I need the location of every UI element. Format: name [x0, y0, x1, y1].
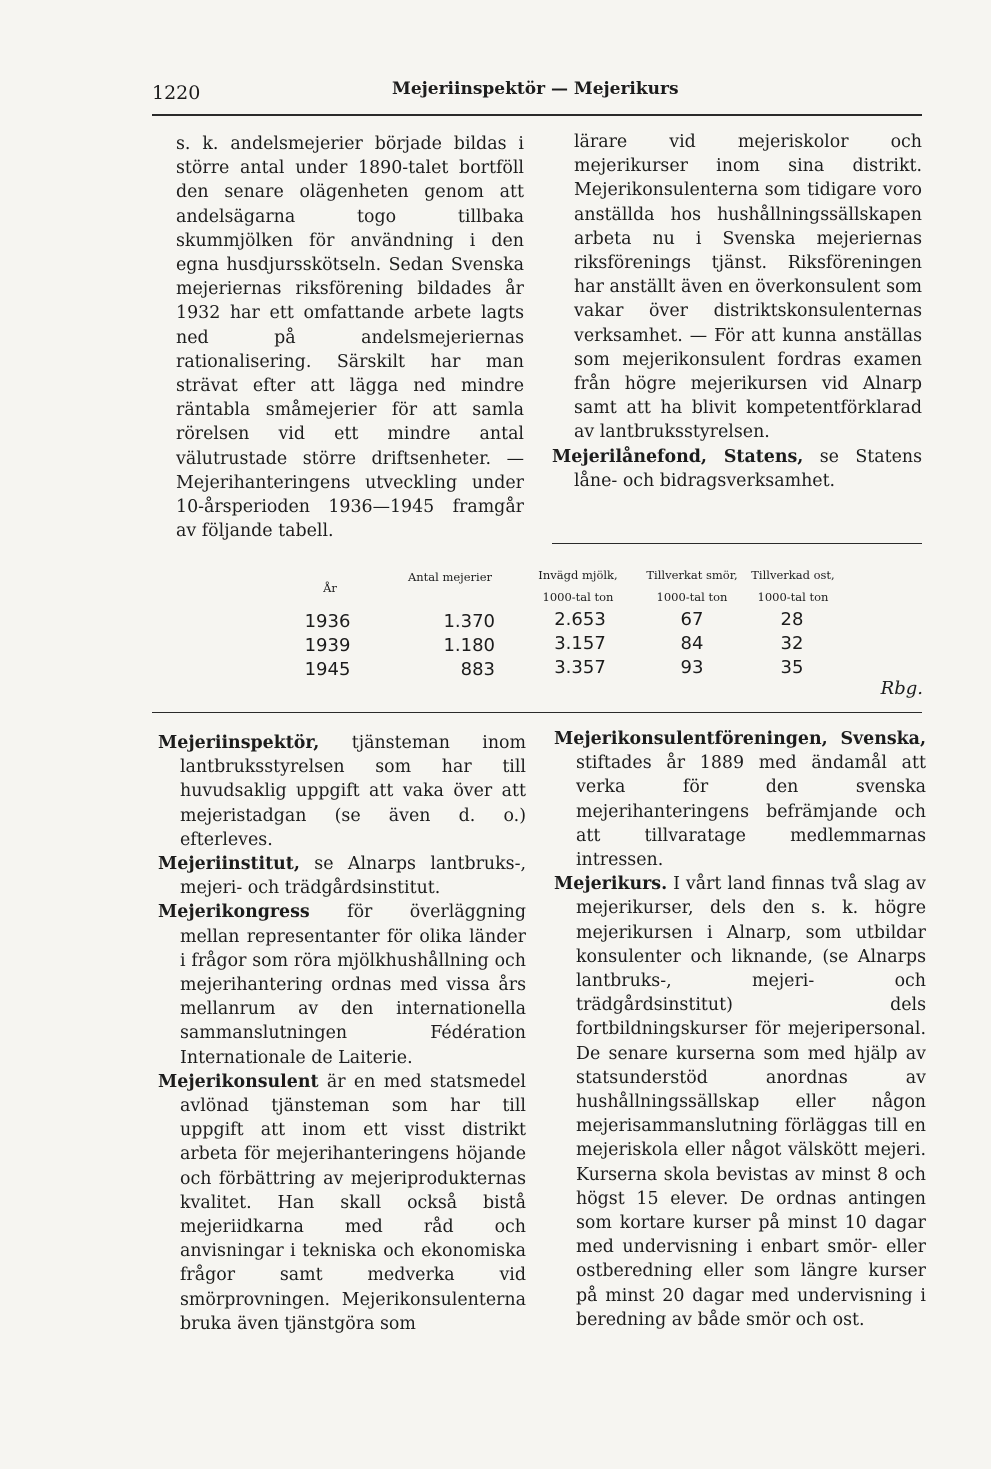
entry-text: tjänsteman inom lantbruksstyrelsen som har till huvudsaklig uppgift att vaka över att mejeristadgan (se även d. o.) efterleves.	[180, 733, 526, 850]
entry-mejerikurs	[554, 872, 926, 1332]
entry-text: se Alnarps lantbruks-, mejeri- och trädgårdsinstitut.	[180, 854, 526, 899]
table-header-butter: Tillverkat smör, 1000-tal ton	[646, 568, 738, 604]
entry-headword: Mejerikurs.	[554, 874, 668, 895]
table-cell: 28	[780, 609, 804, 630]
table-header-cheese: Tillverkad ost, 1000-tal ton	[751, 568, 835, 604]
entry-mejerikonsulent	[158, 1070, 526, 1336]
table-cell: 1945	[304, 659, 351, 680]
top-left-column	[176, 132, 524, 543]
entry-headword: Mejerikonsulent	[158, 1071, 319, 1092]
entry-mejerikonsulentforeningen	[554, 727, 926, 872]
table-cell: 883	[460, 659, 495, 680]
running-head: Mejeriinspektör — Mejerikurs	[392, 79, 679, 99]
entry-text: se Statens låne- och bidragsverksamhet.	[574, 446, 922, 491]
author-signature: Rbg.	[880, 678, 923, 699]
table-cell: 1.370	[443, 611, 495, 632]
table-cell: 93	[680, 657, 704, 678]
bottom-left-column	[158, 731, 526, 1336]
table-header-milk: Invägd mjölk, 1000-tal ton	[538, 568, 618, 604]
section-rule	[552, 543, 922, 544]
entry-headword: Mejerikongress	[158, 902, 310, 923]
paragraph-continuation: lärare vid mejeriskolor och mejerikurser inom sina distrikt. Mejerikonsulenterna som tidigare voro anställda hos hushållningssällskapen arbeta nu i Svenska mejeriernas riksförenings tjänst. Riksföreningen har anställt även en överkonsulent som vakar över distriktskonsulenternas verksamhet. — För att kunna anställas som mejerikonsulent fordras examen från högre mejerikursen vid Alnarp samt att ha blivit kompetentförklarad av lantbruksstyrelsen.	[574, 132, 922, 443]
entry-text: I vårt land finnas två slag av mejerikurser, dels den s. k. högre mejerikursen i Alnarp, som utbildar konsulenter och liknande, (se Alnarps lantbruks-, mejeri- och trädgårdsinstitut) dels fortbildningskurser för mejeripersonal. De senare kurserna som med hjälp av statsunderstöd anordnas av hushållningssällskap eller någon mejerisammanslutning förläggas till en mejeriskola eller något välskött mejeri. Kurserna skola bevistas av minst 8 och högst 15 elever. De ordnas antingen som kortare kurser på minst 10 dagar med undervisning i enbart smör- eller ostberedning eller som längre kurser på minst 20 dagar med undervisning i beredning av både smör och ost.	[576, 874, 926, 1330]
table-cell: 1.180	[443, 635, 495, 656]
paragraph-continuation: s. k. andelsmejerier började bildas i större antal under 1890-talet bortföll den senare olägenheten genom att andelsägarna togo tillbaka skummjölken för användning i den egna husdjursskötseln. Sedan Svenska mejeriernas riksförening bildades år 1932 har ett omfattande arbete lagts ned på andelsmejeriernas rationalisering. Särskilt har man strävat efter att lägga ned mindre räntabla småmejerier för att samla rörelsen vid ett mindre antal välutrustade större driftsenheter. — Mejerihanteringens utveckling under 10-årsperioden 1936—1945 framgår av följande tabell.	[176, 134, 524, 542]
entry-mejeriinstitut	[158, 852, 526, 900]
entry-headword: Mejerilånefond, Statens,	[552, 446, 804, 467]
table-cell: 1939	[304, 635, 351, 656]
entry-mejerilanefond	[552, 445, 922, 493]
section-rule	[152, 712, 922, 713]
page-number: 1220	[152, 82, 201, 104]
entry-headword: Mejeriinspektör,	[158, 733, 320, 753]
entry-text: är en med statsmedel avlönad tjänsteman som har till uppgift att inom ett visst distrikt arbeta för mejerihanteringens höjande och förbättring av mejeriprodukternas kvalitet. Han skall också bistå mejeriidkarna med råd och anvisningar i tekniska och ekonomiska frågor samt medverka vid smörprovningen. Mejerikonsulenterna bruka även tjänstgöra som	[180, 1071, 526, 1334]
table-cell: 84	[680, 633, 704, 654]
entry-mejeriinspektor	[158, 731, 526, 852]
table-header-dairies: Antal mejerier	[407, 570, 493, 584]
entry-mejerikongress	[158, 900, 526, 1069]
entry-text: för överläggning mellan representanter för olika länder i frågor som röra mjölkhushållning och mejerihantering ordnas med vissa års mellanrum av den internationella sammanslutningen Fédération Internationale de Laiterie.	[180, 902, 526, 1068]
entry-headword: Mejerikonsulentföreningen, Svenska,	[554, 729, 926, 749]
table-header-year: År	[323, 581, 337, 595]
entry-headword: Mejeriinstitut,	[158, 854, 300, 875]
table-cell: 32	[780, 633, 804, 654]
table-cell: 2.653	[554, 609, 606, 630]
table-cell: 3.157	[554, 633, 606, 654]
entry-text: stiftades år 1889 med ändamål att verka för den svenska mejerihanteringens befrämjande och att tillvaratage medlemmarnas intressen.	[576, 753, 926, 871]
table-cell: 35	[780, 657, 804, 678]
top-right-column	[552, 130, 922, 493]
bottom-right-column	[554, 727, 926, 1332]
table-cell: 67	[680, 609, 704, 630]
table-cell: 1936	[304, 611, 351, 632]
table-cell: 3.357	[554, 657, 606, 678]
header-rule	[152, 114, 922, 116]
